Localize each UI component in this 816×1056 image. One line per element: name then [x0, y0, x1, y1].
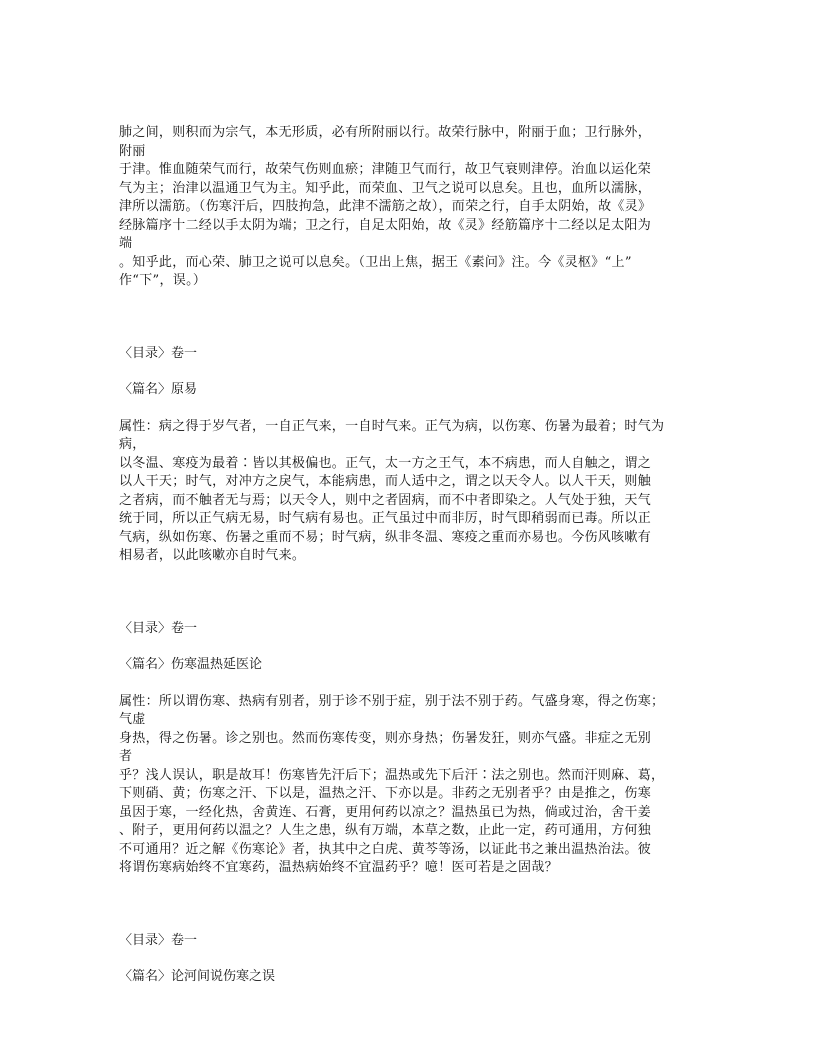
- document-page: [119, 124, 691, 987]
- chapter-title: 〈篇名〉论河间说伤寒之误: [119, 969, 276, 984]
- text-line: 之者病，而不触者无与焉；以天令人，则中之者固病，而不中者即染之。人气处于独，天气: [119, 492, 652, 508]
- chapter-title: 〈篇名〉原易: [119, 382, 198, 397]
- catalog-heading: 〈目录〉卷一: [119, 932, 198, 948]
- text-line: 统于同，所以正气病无易，时气病有易也。正气虽过中而非厉，时气即稍弱而已毒。所以正: [119, 511, 652, 526]
- text-line: 端: [119, 236, 133, 251]
- text-line: 肺之间，则积而为宗气，本无形质，必有所附丽以行。故荣行脉中，附丽于血；卫行脉外，: [119, 125, 652, 140]
- text-line: 气虚: [119, 712, 146, 727]
- section-3-body: [119, 693, 691, 878]
- text-line: 乎？浅人误认，职是故耳！伤寒皆先汗后下；温热或先下后汗∶法之别也。然而汗则麻、葛，: [119, 767, 665, 783]
- text-line: 病，: [119, 437, 146, 452]
- text-line: 气为主；治津以温通卫气为主。知乎此，而荣血、卫气之说可以息矣。且也，血所以濡脉，: [119, 180, 652, 196]
- text-line: 、附子，更用何药以温之？人生之患，纵有万端，本草之数，止此一定，药可通用，方何独: [119, 823, 652, 838]
- text-line: 津所以濡筋。（伤寒汗后，四肢拘急，此津不濡筋之故），而荣之行，自手太阴始，故《灵》: [119, 199, 652, 214]
- text-line: 身热，得之伤暑。诊之别也。然而伤寒传变，则亦身热；伤暑发狂，则亦气盛。非症之无别: [119, 730, 652, 746]
- section-1-body: [119, 124, 691, 291]
- text-line: 于津。惟血随荣气而行，故荣气伤则血瘀；津随卫气而行，故卫气衰则津停。治血以运化荣: [119, 162, 652, 177]
- text-line: 以人干天；时气，对冲方之戾气，本能病患，而人适中之，谓之以天令人。以人干天，则触: [119, 474, 652, 489]
- text-line: 虽因于寒，一经化热，舍黄连、石膏，更用何药以凉之？温热虽已为热，倘或过治，舍干姜: [119, 804, 652, 820]
- text-line: 。知乎此，而心荣、肺卫之说可以息矣。（卫出上焦，据王《素问》注。今《灵枢》“上”: [119, 254, 632, 270]
- text-line: 经脉篇序十二经以手太阴为端；卫之行，自足太阳始，故《灵》经筋篇序十二经以足太阳为: [119, 217, 652, 233]
- text-line: 不可通用？近之解《伤寒论》者，执其中之白虎、黄芩等汤，以证此书之兼出温热治法。彼: [119, 841, 652, 857]
- catalog-heading: 〈目录〉卷一: [119, 620, 198, 636]
- text-line: 以冬温、寒疫为最着∶皆以其极偏也。正气，太一方之王气，本不病患，而人自触之，谓之: [119, 455, 652, 471]
- text-line: 属性：所以谓伤寒、热病有别者，别于诊不别于症，别于法不别于药。气盛身寒，得之伤寒；: [119, 693, 665, 709]
- text-line: 者: [119, 749, 133, 764]
- text-line: 气病，纵如伤寒、伤暑之重而不易；时气病，纵非冬温、寒疫之重而亦易也。今伤风咳嗽有: [119, 529, 652, 545]
- text-line: 相易者，以此咳嗽亦自时气来。: [119, 548, 306, 563]
- text-line: 下则硝、黄；伤寒之汗、下以是，温热之汗、下亦以是。非药之无别者乎？由是推之，伤寒: [119, 786, 652, 801]
- section-2-body: [119, 418, 691, 566]
- chapter-title: 〈篇名〉伤寒温热延医论: [119, 657, 263, 672]
- text-line: 属性：病之得于岁气者，一自正气来，一自时气来。正气为病，以伤寒、伤暑为最着；时气为: [119, 418, 665, 434]
- text-line: 将谓伤寒病始终不宜寒药，温热病始终不宜温药乎？噫！医可若是之固哉？: [119, 860, 558, 875]
- catalog-heading: 〈目录〉卷一: [119, 345, 198, 361]
- text-line: 附丽: [119, 143, 146, 159]
- text-line: 作“下”，误。）: [119, 273, 207, 288]
